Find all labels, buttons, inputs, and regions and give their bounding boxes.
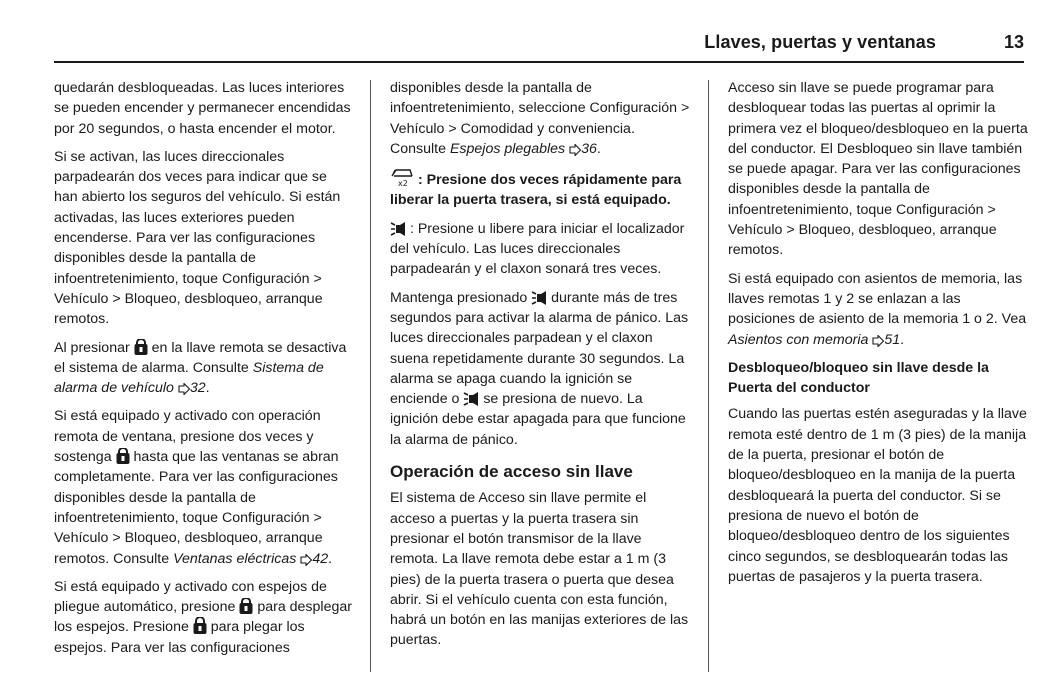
lock-icon xyxy=(193,617,207,634)
header-rule xyxy=(54,61,1024,63)
paragraph: quedarán desbloqueadas. Las luces interiores se pueden encender y permanecer encendidas por 20 segundos, o hasta encender el motor. xyxy=(54,80,351,137)
page-reference: 32 xyxy=(189,380,206,397)
panic-horn-icon xyxy=(531,291,547,305)
text: Mantenga presionado xyxy=(390,289,528,306)
paragraph xyxy=(390,219,690,280)
cross-reference-link[interactable]: Sistema de alarma de vehículo xyxy=(54,359,324,397)
page-number: 13 xyxy=(1003,32,1024,52)
text: Si está equipado con asientos de memoria, las llaves remotas 1 y 2 se enlazan a las posiciones de asiento de la memoria 1 o 2. Vea xyxy=(728,270,1027,328)
page-arrow-icon xyxy=(178,383,190,395)
text: durante más de tres segundos para activar la alarma de pánico. Las luces direccionales parpadean y el claxon suena repetidamente durante 30 segundos. La alarma se apaga cuando la ignición se enciende o xyxy=(390,289,689,408)
paragraph: disponibles desde la pantalla de infoentretenimiento, seleccione Configuración > Vehículo > Comodidad y conveniencia. Consulte Espejos plegables 36. xyxy=(390,80,690,157)
paragraph: Cuando las puertas estén aseguradas y la llave remota esté dentro de 1 m (3 pies) de la manija de la puerta, presionar el botón de bloqueo/desbloqueo en la manija de la puerta desbloqueará la puerta del conductor. Si se presiona de nuevo el botón de bloqueo/desbloqueo dentro de los siguientes cinco segundos, se desbloquearán todas las puertas de pasajeros y la puerta trasera. xyxy=(728,406,1027,585)
text: Si está equipado y activado con espejos de pliegue automático, presione xyxy=(54,578,327,616)
paragraph xyxy=(390,167,690,211)
cross-reference-link[interactable]: Espejos plegables xyxy=(449,140,566,157)
column-divider-1 xyxy=(370,80,371,672)
column-3 xyxy=(728,78,1028,595)
unlock-icon xyxy=(134,339,148,355)
text: para plegar los espejos. Para ver las configuraciones xyxy=(54,619,305,656)
paragraph xyxy=(390,288,690,450)
section-heading: Operación de acceso sin llave xyxy=(390,462,633,482)
text: disponibles desde la pantalla de infoentretenimiento, seleccione Configuración > Vehículo > Comodidad y conveniencia. Consulte xyxy=(390,80,690,157)
paragraph: Acceso sin llave se puede programar para desbloquear todas las puertas al oprimir la primera vez el bloqueo/desbloqueo en la puerta del conductor. El Desbloqueo sin llave también se puede apagar. Para ver las configuraciones disponibles desde la pantalla de infoentretenimiento, toque Configuración > Vehículo > Bloqueo, desbloqueo, arranque remotos. xyxy=(728,80,1028,259)
text: Si está equipado y activado con operación remota de ventana, presione dos veces y sostenga xyxy=(54,408,321,466)
paragraph xyxy=(54,577,354,658)
subsection-heading: Desbloqueo/bloqueo sin llave desde la Puerta del conductor xyxy=(728,359,989,397)
text: se presiona de nuevo. La ignición debe estar apagada para que funcione la alarma de pánico. xyxy=(390,391,686,448)
text: en la llave remota se desactiva el sistema de alarma. Consulte xyxy=(54,339,347,376)
text: para desplegar los espejos. Presione xyxy=(54,599,352,636)
page-arrow-icon xyxy=(569,144,581,156)
liftgate-x2-icon xyxy=(390,167,414,187)
paragraph: El sistema de Acceso sin llave permite el acceso a puertas y la puerta trasera sin presionar el botón transmisor de la llave remota. La llave remota debe estar a 1 m (3 pies) de la puerta trasera o puerta que desea abrir. Si el vehículo cuenta con esta función, habrá un botón en las manijas exteriores de las puertas. xyxy=(390,490,689,649)
header-section-title: Llaves, puertas y ventanas xyxy=(704,32,936,52)
unlock-icon xyxy=(239,598,253,614)
cross-reference-link[interactable]: Asientos con memoria xyxy=(728,331,869,348)
text: : Presione u libere para iniciar el localizador del vehículo. Las luces direccionales parpadearán y el claxon sonará tres veces. xyxy=(390,220,685,278)
page-arrow-icon xyxy=(872,335,884,347)
paragraph: Al presionar en la llave remota se desactiva el sistema de alarma. Consulte Sistema de alarma de vehículo 32. xyxy=(54,339,347,397)
page-reference: 42 xyxy=(312,550,329,567)
panic-horn-icon xyxy=(463,392,479,406)
cross-reference-link[interactable]: Ventanas eléctricas xyxy=(173,550,297,567)
text: Al presionar xyxy=(54,339,130,356)
page-reference: 51 xyxy=(884,331,901,348)
page-reference: 36 xyxy=(581,140,597,157)
column-2 xyxy=(390,78,690,659)
paragraph: Si está equipado con asientos de memoria, las llaves remotas 1 y 2 se enlazan a las posiciones de asiento de la memoria 1 o 2. Vea Asientos con memoria 51. xyxy=(728,270,1027,348)
page-arrow-icon xyxy=(300,554,312,566)
text: : Presione dos veces rápidamente para liberar la puerta trasera, si está equipado. xyxy=(390,172,682,209)
text: hasta que las ventanas se abran completamente. Para ver las configuraciones disponibles desde la pantalla de infoentretenimiento, toque Configuración > Vehículo > Bloqueo, desbloqueo, arranque remotos. Consulte xyxy=(54,449,339,567)
panic-horn-icon xyxy=(390,222,406,236)
svg-text:x2: x2 xyxy=(398,179,408,188)
paragraph: Si está equipado y activado con operación remota de ventana, presione dos veces y sostenga hasta que las ventanas se abran completamente. Para ver las configuraciones disponibles desde la pantalla de infoentretenimiento, toque Configuración > Vehículo > Bloqueo, desbloqueo, arranque remotos. Consulte Ventanas eléctricas 42. xyxy=(54,408,339,567)
column-divider-2 xyxy=(708,80,709,672)
paragraph: Si se activan, las luces direccionales parpadearán dos veces para indicar que se han abierto los seguros del vehículo. Si están activadas, las luces exteriores pueden encenderse. Para ver las configuraciones disponibles desde la pantalla de infoentretenimiento, toque Configuración > Vehículo > Bloqueo, desbloqueo, arranque remotos. xyxy=(54,148,341,328)
unlock-icon xyxy=(116,448,130,464)
column-1 xyxy=(54,78,354,666)
